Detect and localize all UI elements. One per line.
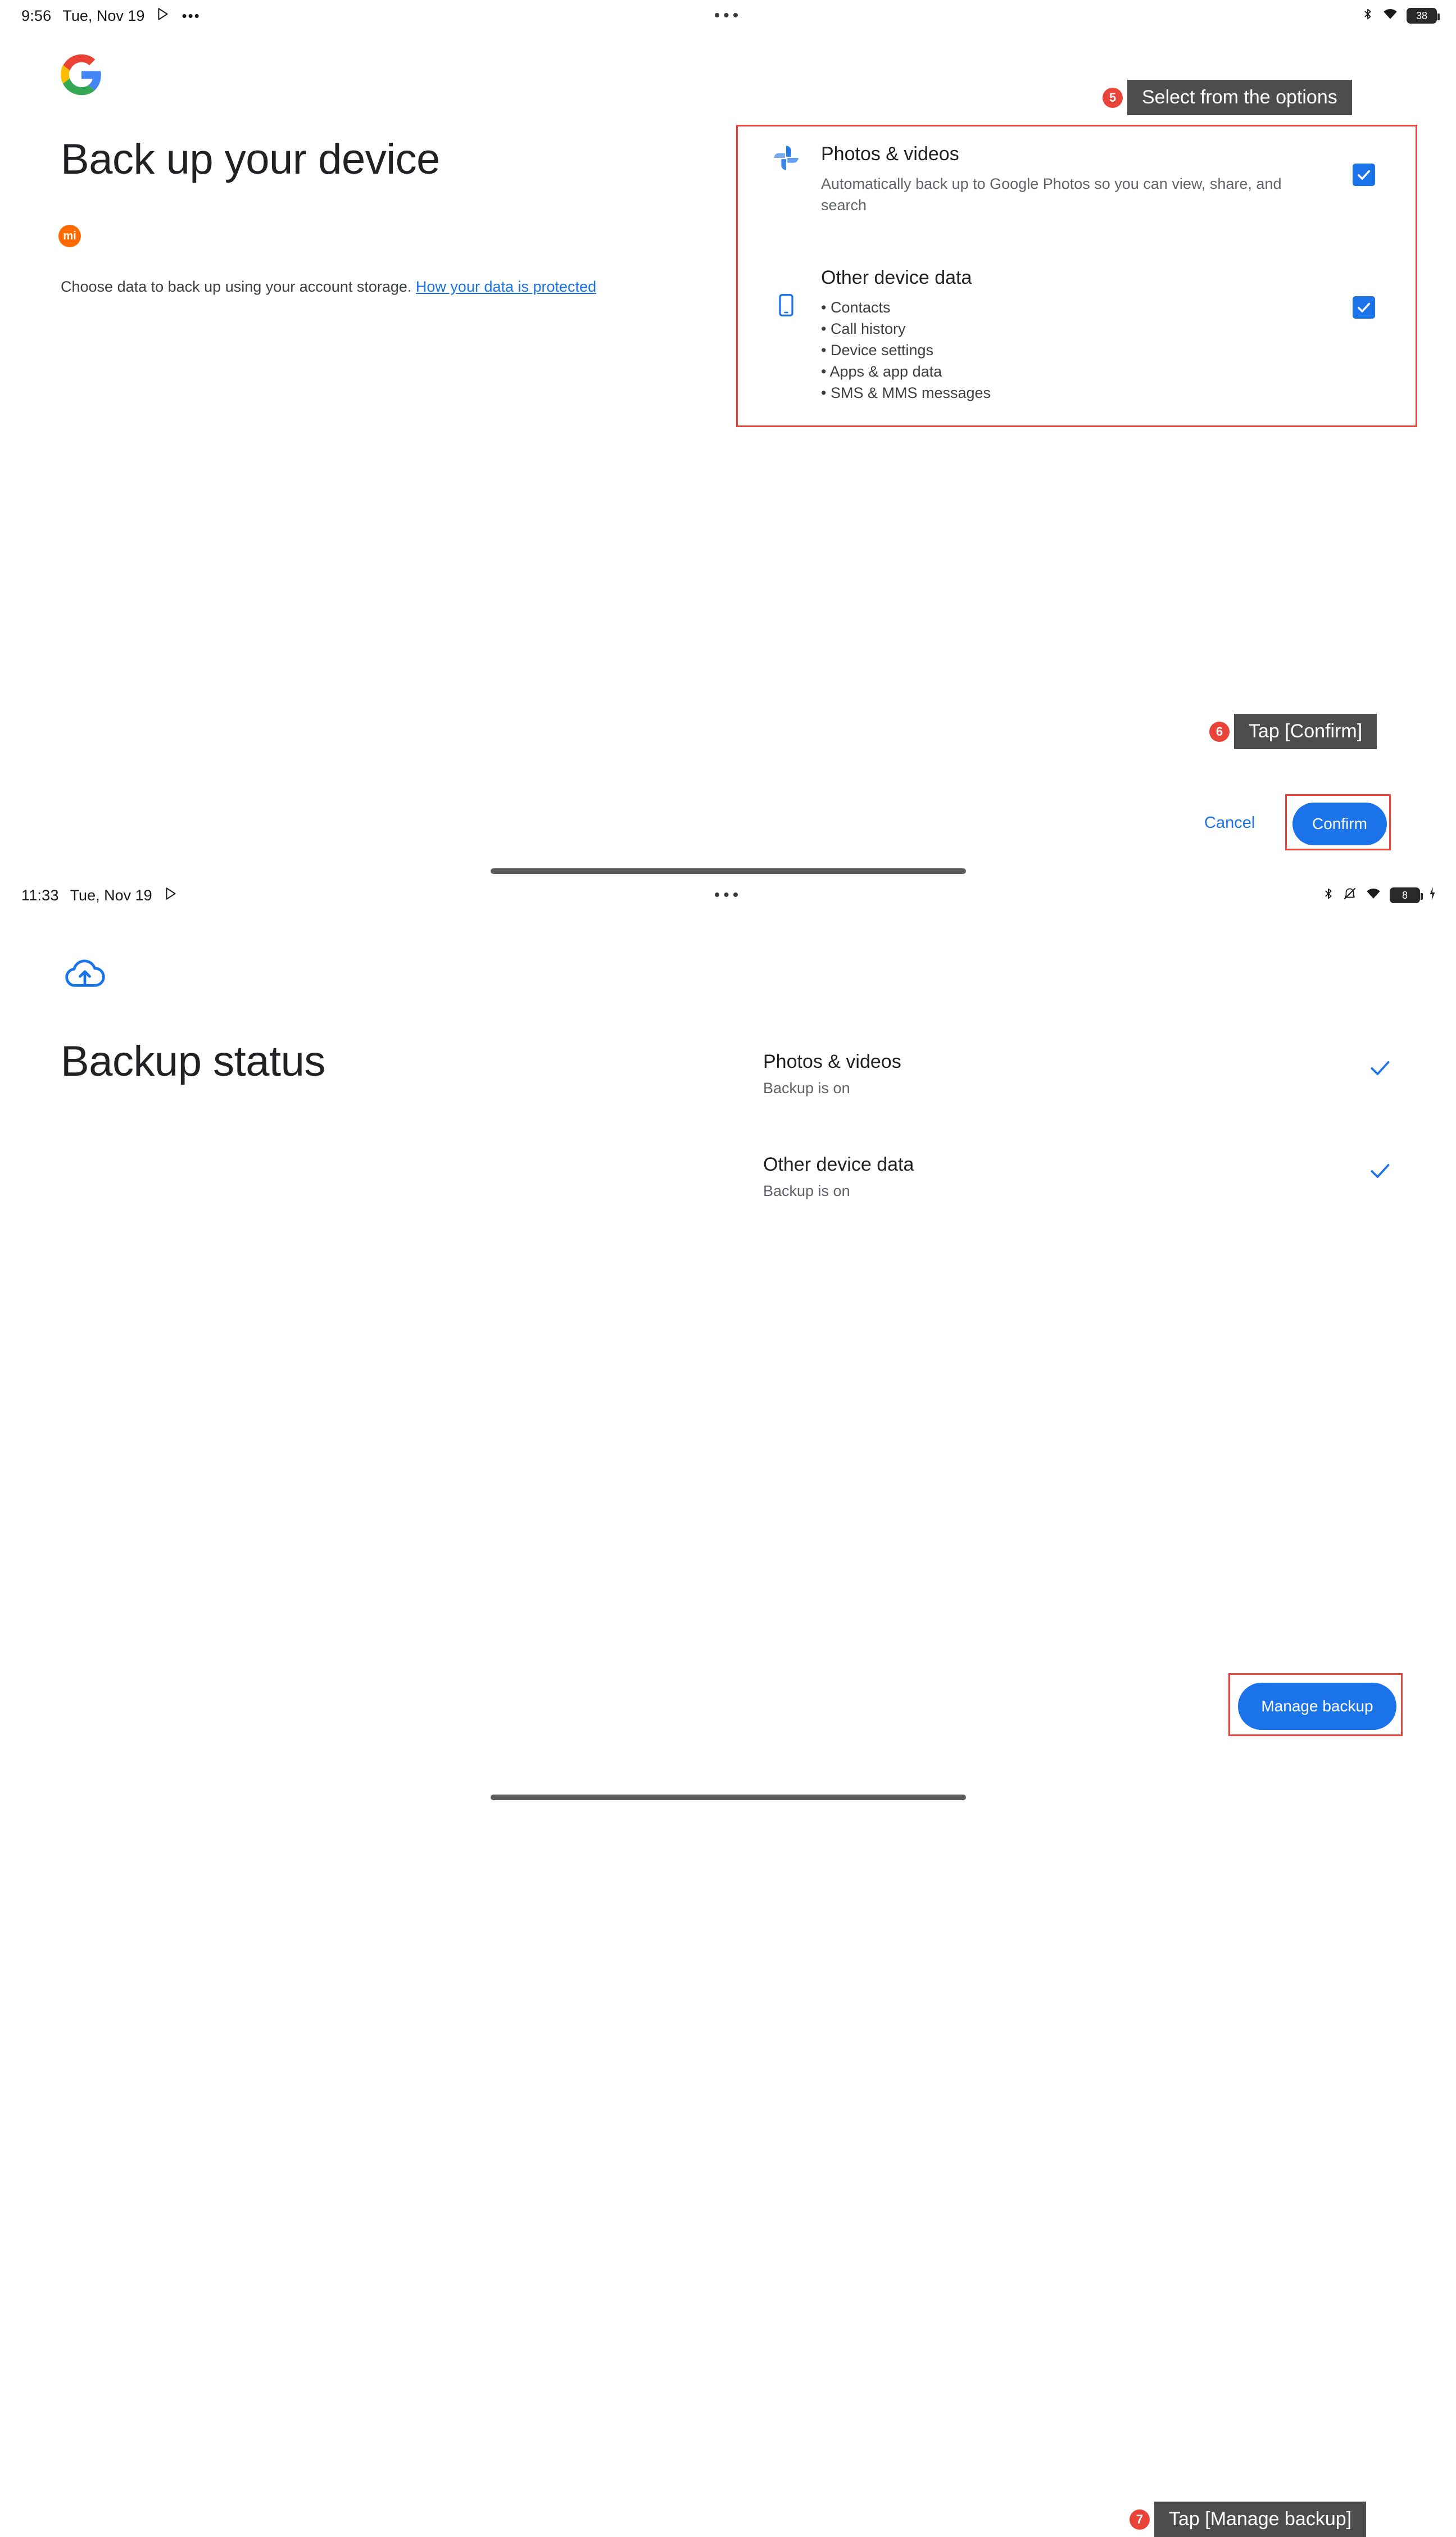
battery-indicator: 38 bbox=[1407, 8, 1437, 24]
status-row-photos[interactable] bbox=[763, 1051, 1404, 1097]
option-other-body bbox=[821, 267, 1327, 404]
wifi-icon bbox=[1365, 886, 1382, 905]
option-photos-title: Photos & videos bbox=[821, 143, 959, 165]
page-title: Back up your device bbox=[61, 135, 440, 183]
callout-badge: 7 bbox=[1130, 2509, 1150, 2530]
wifi-icon bbox=[1382, 6, 1399, 26]
status-row-title: Photos & videos bbox=[763, 1051, 901, 1072]
option-photos-checkbox[interactable] bbox=[1353, 164, 1375, 186]
backup-options-card bbox=[736, 125, 1417, 427]
storage-note-text: Choose data to back up using your account storage. bbox=[61, 278, 412, 295]
callout-label: Tap [Confirm] bbox=[1234, 714, 1377, 749]
navigation-handle[interactable] bbox=[491, 1795, 966, 1800]
backup-setup-screen bbox=[0, 0, 1456, 880]
status-bar-left-2 bbox=[21, 886, 178, 905]
play-triangle-icon bbox=[156, 7, 170, 25]
data-protection-link[interactable]: How your data is protected bbox=[415, 278, 597, 295]
camera-punch-hole-dots: ••• bbox=[714, 6, 742, 25]
status-date: Tue, Nov 19 bbox=[70, 886, 152, 904]
option-other-items bbox=[821, 297, 1327, 404]
device-phone-icon bbox=[770, 291, 802, 323]
status-bar-1 bbox=[0, 0, 1456, 31]
callout-label: Select from the options bbox=[1127, 80, 1352, 115]
status-time: 11:33 bbox=[21, 886, 59, 904]
list-item: • SMS & MMS messages bbox=[821, 382, 1327, 404]
check-icon bbox=[1368, 1055, 1393, 1080]
status-row-other-data[interactable] bbox=[763, 1154, 1404, 1200]
status-bar-2 bbox=[0, 880, 1456, 911]
play-triangle-icon bbox=[164, 886, 178, 905]
cloud-upload-icon bbox=[61, 955, 109, 991]
list-item: • Call history bbox=[821, 318, 1327, 339]
status-bar-right-2 bbox=[1322, 886, 1437, 905]
status-row-subtitle: Backup is on bbox=[763, 1183, 850, 1199]
callout-badge: 5 bbox=[1103, 88, 1123, 108]
callout-step-7 bbox=[1130, 2502, 1366, 2537]
status-bar-right-1 bbox=[1362, 6, 1437, 26]
page-title: Backup status bbox=[61, 1038, 325, 1085]
confirm-button-highlight bbox=[1285, 794, 1391, 850]
status-row-title: Other device data bbox=[763, 1154, 914, 1175]
storage-note bbox=[61, 278, 596, 296]
status-date: Tue, Nov 19 bbox=[62, 7, 145, 24]
bell-muted-icon bbox=[1342, 886, 1357, 905]
list-item: • Contacts bbox=[821, 297, 1327, 318]
charging-bolt-icon bbox=[1428, 886, 1437, 905]
google-photos-icon bbox=[770, 143, 802, 175]
status-time: 9:56 bbox=[21, 7, 52, 24]
status-row-subtitle: Backup is on bbox=[763, 1080, 850, 1097]
navigation-handle[interactable] bbox=[491, 868, 966, 874]
option-photos-body bbox=[821, 143, 1327, 216]
callout-step-5 bbox=[1103, 80, 1352, 115]
bluetooth-icon bbox=[1362, 6, 1374, 26]
confirm-button[interactable]: Confirm bbox=[1292, 803, 1387, 845]
callout-badge: 6 bbox=[1209, 722, 1230, 742]
option-other-title: Other device data bbox=[821, 267, 972, 288]
callout-label: Tap [Manage backup] bbox=[1154, 2502, 1366, 2537]
bluetooth-icon bbox=[1322, 886, 1335, 905]
camera-punch-hole-dots: ••• bbox=[714, 886, 742, 904]
check-icon bbox=[1368, 1158, 1393, 1183]
option-other-checkbox[interactable] bbox=[1353, 296, 1375, 319]
option-photos-description: Automatically back up to Google Photos so you can view, share, and search bbox=[821, 175, 1282, 214]
backup-status-screen bbox=[0, 880, 1456, 2530]
mi-account-icon: mi bbox=[58, 225, 81, 247]
google-logo bbox=[61, 54, 102, 96]
battery-indicator: 8 bbox=[1390, 887, 1420, 903]
list-item: • Apps & app data bbox=[821, 361, 1327, 382]
cancel-button[interactable]: Cancel bbox=[1204, 814, 1255, 832]
manage-backup-button[interactable]: Manage backup bbox=[1238, 1683, 1396, 1730]
callout-step-6 bbox=[1209, 714, 1377, 749]
status-overflow-icon: ••• bbox=[182, 7, 201, 24]
status-bar-left-1 bbox=[21, 7, 201, 25]
manage-backup-highlight bbox=[1228, 1673, 1403, 1736]
list-item: • Device settings bbox=[821, 339, 1327, 361]
